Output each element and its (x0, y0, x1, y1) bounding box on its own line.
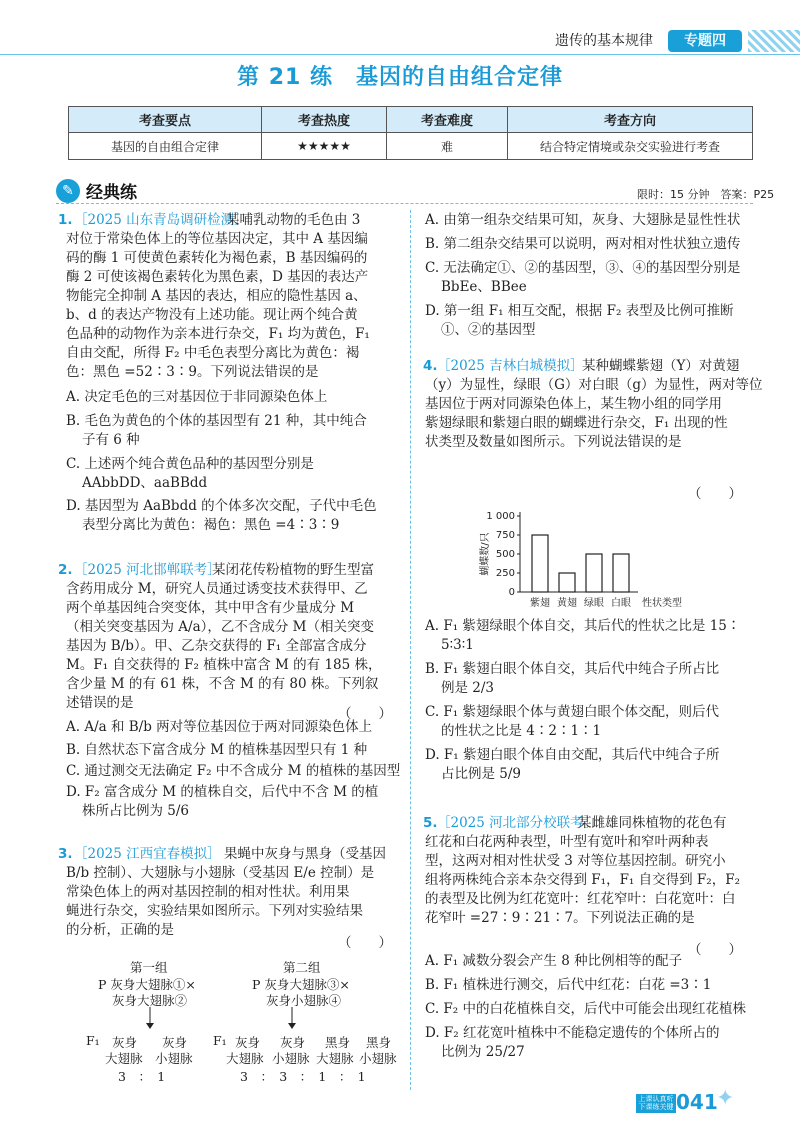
text-line: 株所占比例为 5/6 (82, 803, 190, 819)
text-line: 某雌雄同株植物的花色有 (578, 815, 727, 831)
g2-c4: 黑身 (366, 1035, 392, 1050)
text-line: 含少量 M 的有 61 株，不含 M 的有 80 株。下列叙 (66, 676, 379, 692)
g1-ratio: 3 ： 1 (118, 1069, 166, 1084)
question-number: 3. (58, 846, 73, 862)
text-line: 蝇进行杂交，实验结果如图所示。下列对实验结果 (66, 903, 363, 919)
bar (613, 554, 629, 592)
bar (559, 573, 575, 592)
text-line: 两个单基因纯合突变体，其中甲含有少量成分 M (66, 600, 355, 616)
text-line: C. 无法确定①、②的基因型，③、④的基因型分别是 (425, 260, 741, 276)
header-divider (0, 54, 800, 55)
text-line: 码的酶 1 可使黄色素转化为褐色素，B 基因编码的 (66, 250, 368, 266)
text-line: 果蝇中灰身与黑身（受基因 (224, 846, 386, 862)
pencil-icon: ✎ (56, 179, 80, 203)
text-line: 状类型及数量如图所示。下列说法错误的是 (425, 434, 682, 450)
table-header-row (69, 107, 753, 133)
g1-f1-a: 灰身 (112, 1035, 138, 1050)
g2-c3b: 大翅脉 (316, 1051, 354, 1066)
text-line: 子有 6 种 (82, 432, 140, 448)
question-source: ［2025 山东青岛调研检测］ (74, 212, 248, 228)
text-line: AAbbDD、aaBBdd (82, 475, 208, 491)
table-row (69, 133, 753, 160)
text-line: （y）为显性，绿眼（G）对白眼（g）为显性，两对等位 (425, 377, 763, 393)
g2-c3: 黑身 (325, 1035, 351, 1050)
section-title: 经典练 (86, 183, 137, 203)
text-line: A. F₁ 紫翅绿眼个体自交，其后代的性状之比是 15∶ (425, 618, 741, 634)
butterfly-bar-chart (476, 508, 716, 612)
table-header: 考查热度 (262, 107, 387, 133)
text-line: B. F₁ 植株进行测交，后代中红花：白花 =3∶1 (425, 977, 712, 993)
text-line: 的性状之比是 4∶2∶1∶1 (441, 723, 602, 739)
group1-parent: P 灰身大翅脉①× (98, 977, 196, 992)
text-line: 酶 2 可使该褐色素转化为黑色素，D 基因的表达产 (66, 269, 369, 285)
x-tick-label: 白眼 (611, 598, 631, 609)
text-line: D. 基因型为 AaBbdd 的个体多次交配，子代中毛色 (66, 498, 377, 514)
text-line: C. F₂ 中的白花植株自交，后代中可能会出现红花植株 (425, 1001, 747, 1017)
answer-blank: （ ） (338, 935, 392, 951)
answer-blank: （ ） (688, 942, 742, 958)
text-line: 例是 2/3 (441, 680, 495, 696)
f1-label: F₁ (86, 1033, 100, 1048)
question-number: 1. (58, 212, 73, 228)
group2-title: 第二组 (283, 960, 321, 975)
g2-c1: 灰身 (235, 1035, 261, 1050)
y-tick-label: 0 (508, 587, 515, 598)
text-line: M。F₁ 自交获得的 F₂ 植株中富含 M 的有 185 株， (66, 657, 382, 673)
group1-parent2: 灰身大翅脉② (112, 993, 188, 1008)
question-source: ［2025 吉林白城模拟］ (437, 358, 584, 374)
g1-f1-a2: 大翅脉 (105, 1051, 143, 1066)
text-line: （相关突变基因为 A/a），乙不含成分 M（相关突变 (66, 619, 375, 635)
text-line: B. 自然状态下富含成分 M 的植株基因型只有 1 种 (66, 742, 368, 758)
g2-c4b: 小翅脉 (359, 1051, 397, 1066)
table-cell: 基因的自由组合定律 (69, 133, 262, 160)
table-header: 考查要点 (69, 107, 262, 133)
table-cell: 结合特定情境或杂交实验进行考查 (508, 133, 753, 160)
text-line: ①、②的基因型 (441, 322, 536, 338)
text-line: 自由交配，所得 F₂ 中毛色表型分离比为黄色：褐 (66, 345, 360, 361)
table-cell: 难 (387, 133, 508, 160)
text-line: 色：黑色 =52∶3∶9。下列说法错误的是 (66, 364, 319, 380)
table-header: 考查难度 (387, 107, 508, 133)
answer-blank: （ ） (338, 706, 392, 722)
header-badge: 专题四 (668, 30, 742, 52)
group2-parent2: 灰身小翅脉④ (266, 993, 342, 1008)
text-line: 花窄叶 =27∶9∶21∶7。下列说法正确的是 (425, 910, 695, 926)
table-cell: ★★★★★ (262, 133, 387, 160)
x-axis-label: 性状类型 (642, 598, 682, 609)
text-line: 表型分离比为黄色：褐色：黑色 =4∶3∶9 (82, 517, 340, 533)
text-line: 某种蝴蝶紫翅（Y）对黄翅 (582, 358, 740, 374)
x-tick-label: 绿眼 (584, 598, 604, 609)
g1-f1-b2: 小翅脉 (155, 1051, 193, 1066)
text-line: BbEe、BBee (441, 279, 527, 295)
text-line: 常染色体上的两对基因控制的相对性状。利用果 (66, 884, 350, 900)
text-line: 比例为 25/27 (441, 1044, 525, 1060)
g2-c2: 灰身 (280, 1035, 306, 1050)
text-line: 含药用成分 M，研究人员通过诱变技术获得甲、乙 (66, 581, 368, 597)
text-line: 基因为 B/b）。甲、乙杂交获得的 F₁ 全部富含成分 (66, 638, 367, 654)
text-line: 某闭花传粉植物的野生型富 (212, 562, 374, 578)
bar (532, 535, 548, 592)
text-line: A. A/a 和 B/b 两对等位基因位于两对同源染色体上 (66, 719, 373, 735)
text-line: 型，这两对相对性状受 3 对等位基因控制。研究小 (425, 853, 726, 869)
table-header: 考查方向 (508, 107, 753, 133)
text-line: 物能完全抑制 A 基因的表达，相应的隐性基因 a、 (66, 288, 367, 304)
column-divider (410, 210, 411, 1090)
text-line: C. 上述两个纯合黄色品种的基因型分别是 (66, 456, 314, 472)
text-line: B. F₁ 紫翅白眼个体自交，其后代中纯合子所占比 (425, 661, 720, 677)
group2-parent: P 灰身大翅脉③× (252, 977, 350, 992)
text-line: A. F₁ 减数分裂会产生 8 种比例相等的配子 (425, 953, 683, 969)
text-line: D. F₂ 红花宽叶植株中不能稳定遗传的个体所占的 (425, 1025, 720, 1041)
g2-c2b: 小翅脉 (272, 1051, 310, 1066)
text-line: 基因位于两对同源染色体上，某生物小组的同学用 (425, 396, 722, 412)
text-line: 红花和白花两种表型，叶型有宽叶和窄叶两种表 (425, 834, 709, 850)
f1-label: F₁ (213, 1033, 227, 1048)
text-line: 紫翅绿眼和紫翅白眼的蝴蝶进行杂交，F₁ 出现的性 (425, 415, 728, 431)
x-tick-label: 黄翅 (557, 598, 577, 609)
text-line: A. 决定毛色的三对基因位于非同源染色体上 (66, 389, 328, 405)
y-axis-label: 蝴蝶数/只 (480, 532, 491, 576)
text-line: C. F₁ 紫翅绿眼个体与黄翅白眼个体交配，则后代 (425, 704, 720, 720)
text-line: 的分析，正确的是 (66, 922, 174, 938)
text-line: 5∶3∶1 (441, 637, 474, 653)
exam-info-table (68, 106, 753, 160)
g2-c1b: 大翅脉 (226, 1051, 264, 1066)
y-tick-label: 250 (495, 568, 515, 579)
text-line: 某哺乳动物的毛色由 3 (226, 212, 361, 228)
g2-ratio: 3 ： 3 ： 1 ： 1 (240, 1069, 366, 1084)
section-meta: 限时：15 分钟 答案：P25 (637, 188, 775, 201)
text-line: 占比例是 5/9 (441, 766, 522, 782)
text-line: D. F₂ 富含成分 M 的植株自交，后代中不含 M 的植 (66, 784, 379, 800)
text-line: D. 第一组 F₁ 相互交配，根据 F₂ 表型及比例可推断 (425, 303, 734, 319)
question-source: ［2025 江西宜春模拟］ (74, 846, 221, 862)
text-line: B. 毛色为黄色的个体的基因型有 21 种，其中纯合 (66, 413, 367, 429)
text-line: 的表型及比例为红花宽叶：红花窄叶：白花宽叶：白 (425, 891, 736, 907)
question-number: 2. (58, 562, 73, 578)
x-tick-label: 紫翅 (530, 598, 550, 609)
star-icon: ✦ (716, 1086, 735, 1111)
header-stripe (748, 30, 800, 52)
footer-tag: 上课认真听 下课练关键 (636, 1094, 676, 1113)
text-line: D. F₁ 紫翅白眼个体自由交配，其后代中纯合子所 (425, 747, 720, 763)
text-line: 对位于常染色体上的等位基因决定，其中 A 基因编 (66, 231, 368, 247)
bar (586, 554, 602, 592)
header-topic: 遗传的基本规律 (555, 33, 653, 49)
text-line: B/b 控制）、大翅脉与小翅脉（受基因 E/e 控制）是 (66, 865, 375, 881)
y-tick-label: 1 000 (486, 511, 515, 522)
answer-blank: （ ） (688, 486, 742, 502)
g1-f1-b: 灰身 (162, 1035, 188, 1050)
y-tick-label: 500 (495, 549, 515, 560)
text-line: b、d 的表达产物没有上述功能。现让两个纯合黄 (66, 307, 358, 323)
text-line: A. 由第一组杂交结果可知，灰身、大翅脉是显性性状 (425, 212, 741, 228)
page-number: 041 (676, 1090, 718, 1114)
question-source: ［2025 河北部分校联考］ (437, 815, 598, 831)
question-number: 5. (423, 815, 438, 831)
section-divider (56, 203, 753, 204)
text-line: B. 第二组杂交结果可以说明，两对相对性状独立遗传 (425, 236, 741, 252)
question-source: ［2025 河北邯郸联考］ (74, 562, 221, 578)
text-line: 组将两株纯合亲本杂交得到 F₁，F₁ 自交得到 F₂，F₂ (425, 872, 740, 888)
y-tick-label: 750 (495, 530, 515, 541)
page-title: 第 21 练 基因的自由组合定律 (237, 65, 563, 90)
cross-arrows (60, 1005, 400, 1030)
text-line: C. 通过测交无法确定 F₂ 中不含成分 M 的植株的基因型 (66, 763, 401, 779)
text-line: 色品种的动物作为亲本进行杂交，F₁ 均为黄色，F₁ (66, 326, 370, 342)
group1-title: 第一组 (130, 960, 168, 975)
question-number: 4. (423, 358, 438, 374)
text-line: 述错误的是 (66, 695, 134, 711)
